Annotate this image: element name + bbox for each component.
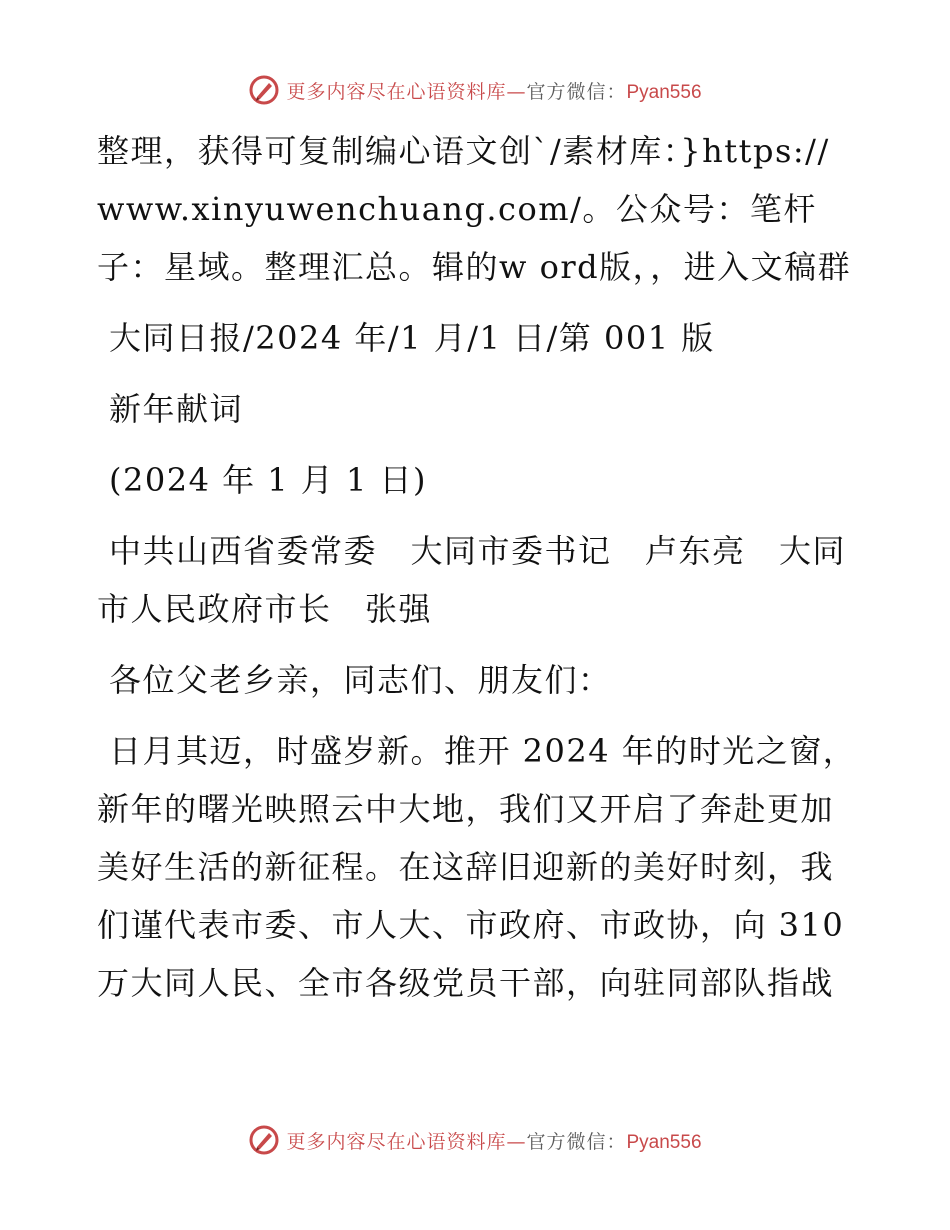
- header-banner-text: [286, 77, 701, 104]
- header-banner-gray-text: 官方微信：: [526, 80, 627, 103]
- document-body: [97, 122, 857, 1025]
- intro-paragraph: 整理，获得可复制编心语文创`/素材库：}https://www.xinyuwenchuang.com/。公众号：笔杆子：星域。整理汇总。辑的w ord版，，进入文稿群: [97, 132, 852, 286]
- header-banner-dash: —: [506, 80, 527, 103]
- footer-banner-gray-text: 官方微信：: [526, 1130, 627, 1153]
- footer-banner-dash: —: [506, 1130, 527, 1153]
- dateline: 大同日报/2024 年/1 月/1 日/第 001 版: [109, 319, 715, 357]
- header-banner-red-text: 更多内容尽在心语资料库: [286, 80, 507, 103]
- article-date: (2024 年 1 月 1 日): [109, 461, 427, 499]
- article-title: 新年献词: [109, 390, 244, 428]
- body-paragraph-1: 日月其迈，时盛岁新。推开 2024 年的时光之窗，新年的曙光映照云中大地，我们又开启了奔赴更加美好生活的新征程。在这辞旧迎新的美好时刻，我们谨代表市委、市人大、市政府、市政协，向 310 万大同人民、全市各级党员干部，向驻同部队指战: [97, 732, 857, 1002]
- footer-banner-wechat-id: Pyan556: [626, 1131, 702, 1153]
- footer-banner-text: [286, 1127, 701, 1154]
- pen-logo-icon: [248, 1124, 280, 1156]
- header-banner: [0, 70, 950, 110]
- footer-banner-red-text: 更多内容尽在心语资料库: [286, 1130, 507, 1153]
- salutation: 各位父老乡亲，同志们、朋友们：: [109, 661, 612, 699]
- footer-banner: [0, 1120, 950, 1160]
- authors-line: 中共山西省委常委 大同市委书记 卢东亮 大同市人民政府市长 张强: [97, 532, 847, 628]
- pen-logo-icon: [248, 74, 280, 106]
- header-banner-wechat-id: Pyan556: [626, 81, 702, 103]
